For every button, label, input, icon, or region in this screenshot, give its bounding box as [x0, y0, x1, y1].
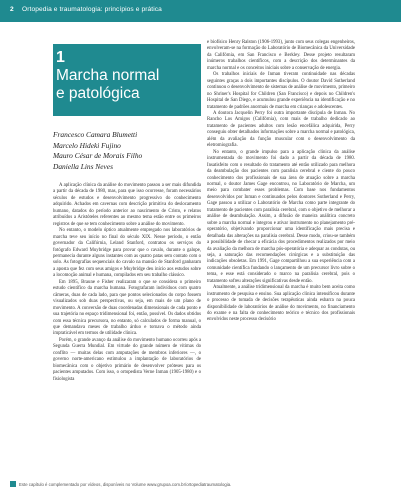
chapter-title-line2: e patológica: [56, 85, 140, 102]
author-list: [53, 130, 201, 172]
book-title: Ortopedia e traumatologia: princípios e prática: [22, 6, 162, 13]
body-paragraph: No entanto, o grande impulso para a aplicação clínica da análise instrumentada do movimento foi dado a partir da década de 1980. Insatisfeito com o resultado do tratamento até então utilizado para melhora da deambulação dos pacientes com paralisia cerebral e ciente do pouco conhecimento dos profissionais de sua área de atuação sobre a marcha normal, o doutor James Gage encontrou, no Laboratório de Marcha, um meio para combater esses problemas. Com base nos fundamentos desenvolvidos por Inman e continuados pelos doutores Sutherland e Perry, Gage passou a utilizar o Laboratório de Marcha como parte integrante do tratamento de pacientes com paralisia cerebral, com o objetivo de melhorar a análise de deambulação. Assim, a difusão de maneira análitica concreto sobre a marcha normal e integrou e ativar instrumento no planejamento pré-operatório, objetivando proporcionar uma identificação mais precisa e detalhada das alterações na paralisia cerebral. Desse modo, criou-se também a possibilidade de checar a eficácia dos procedimentos realizados por meio da avaliação da melhora de marcha pós-operatória e adequar as condutas, ou seja, a saturação das recomendações cirúrgicas e a substituição das indicações obsoletas. Em 1991, Gage compartilhou a sua experiência com a comunidade científica fundando o lançamento de um precursor livro sobre o tema, e esse está considerado o marco na paralisia cerebral, pois o tratamento sofreu alterações significativas desde então.: [207, 149, 355, 284]
chapter-heading: [53, 44, 201, 116]
chapter-number: 1: [56, 49, 65, 66]
right-column: [207, 40, 355, 324]
body-paragraph: Porém, o grande avanço da análise do movimento humano ocorreu após a Segunda Guerra Mundial. Em virtude do grande número de vítimas do conflito — muitas delas com amputações de membros inferiores —, o governo norte-americano estimulou a implantação de laboratórios de biomecânica com o objetivo primário de desenvolver próteses para os pacientes amputados. Com isso, o ortopedista Verne Inman (1905-1980) e o fisiologista: [53, 337, 201, 382]
body-paragraph: Em 1895, Braune e Fisher realizaram o que se considera o primeiro estudo científico da marcha humana. Fotografaram indivíduos com quatro câmeras, duas de cada lado, para que pontos selecionados do corpo fossem visualizados sob duas perspectivas, ou seja, em mais de um plano de movimento. A conversão de duas coordenadas dimensionais de cada ponto e sua trajetória no espaço tridimensional foi, então, possível. Os dados obtidos com essa técnica precursora, no entanto, só calculados de forma manual, o que demandava meses de trabalho árduo e tornava o método ainda impraticável em termos de utilidade clínica.: [53, 279, 201, 337]
footnote-text: Este capítulo é complementado por vídeos, disponíveis no Volume www.grupoa.com.br/ortopediatraumatologia.: [19, 481, 232, 487]
body-paragraph: No entanto, o modelo óptico atualmente empregado nos laboratórios de marcha teve seu início no final do século XIX. Nesse período, o então governador da Califórnia, Leland Stanford, contratou os serviços do fotógrafo Edward Muybridge para provar que o cavalo, durante o galope, permanecia durante alguns instantes com as quatro patas sem contato com o solo. As fotografias sequenciais do cavalo na mansão de Stanford ganharam a aposta que fez com seus amigos e Muybridge deu início aos estudos sobre a locomoção animal e humana, compilados em seu trabalho clássico.: [53, 228, 201, 279]
chapter-title-line1: Marcha normal: [56, 67, 160, 84]
running-header: [0, 0, 401, 22]
author-name: Francesco Camara Blumetti: [53, 130, 138, 139]
author-name: Daniella Lins Neves: [53, 161, 113, 171]
footnote: [10, 481, 360, 487]
author-name: Mauro César de Morais Filho: [53, 151, 143, 160]
body-paragraph: A doutora Jacquelin Perry foi outra importante discípula de Inman. No Rancho Los Amigos (Califórnia), com mais de trabalho dedicado ao tratamento de pacientes adultos com lesão encefálica adquirida, Perry conseguiu obter detalhados informações sobre a marcha normal e patológica, além da avaliação da função muscular com o desenvolvimento da eletromiografia.: [207, 110, 355, 149]
body-paragraph: Atualmente, a análise tridimensional da marcha é muito bem aceita como instrumento de pesquisa e ensino. Sua aplicação clínica intensificou durante o processo de tomada de decisões terapêuticas ainda esbarra na pouca disponibilidade de laboratórios de análise do movimento, no financiamento do exame e na falta de conhecimento teórico e técnico dos profissionais envolvidos neste processo decisório: [207, 285, 355, 323]
page-number: 2: [10, 6, 14, 13]
video-square-icon: [10, 481, 16, 487]
body-paragraph: Os trabalhos iniciais de Inman tiveram continuidade nas décadas seguintes graças a dois importantes discípulos. O doutor David Sutherland continuou o desenvolvimento de sistemas de análise de movimento, primeiro no Shriner's Hospital for Children (San Francisco) e depois no Children's Hospital de San Diego, e acumulou grande experiência na identificação e no tratamento de padrões anormais de marcha em crianças e adolescentes.: [207, 72, 355, 110]
left-column: [53, 44, 201, 383]
author-name: Marcelo Hideki Fujino: [53, 140, 121, 150]
body-paragraph: e biofísico Henry Ralston (1906-1993), junto com seus colegas engenheiros, envolveram-se na formação do Laboratório de Biomecânica da Universidade da Califórnia, em San Francisco e Berkley. Desse projeto resultaram inúmeros trabalhos científicos, com a descrição dos determinantes da marcha normal e os conceitos iniciais sobre a conservação de energia.: [207, 40, 355, 71]
body-paragraph: A aplicação clínica da análise do movimento passou a ser mais difundida a partir da década de 1980, mas, para que isso ocorresse, foram necessários séculos de estudos e desenvolvimento progressivo do conhecimento adquirido. Achados em cavernas com descrição primitiva do deslocamento humano, datados do período anterior ao nascimento de Cristo, e relatos atribuídos a Aristóteles referentes ao mesmo tema estão entre os primeiros registros de que se tem conhecimento sobre a análise do movimento.: [53, 183, 201, 227]
